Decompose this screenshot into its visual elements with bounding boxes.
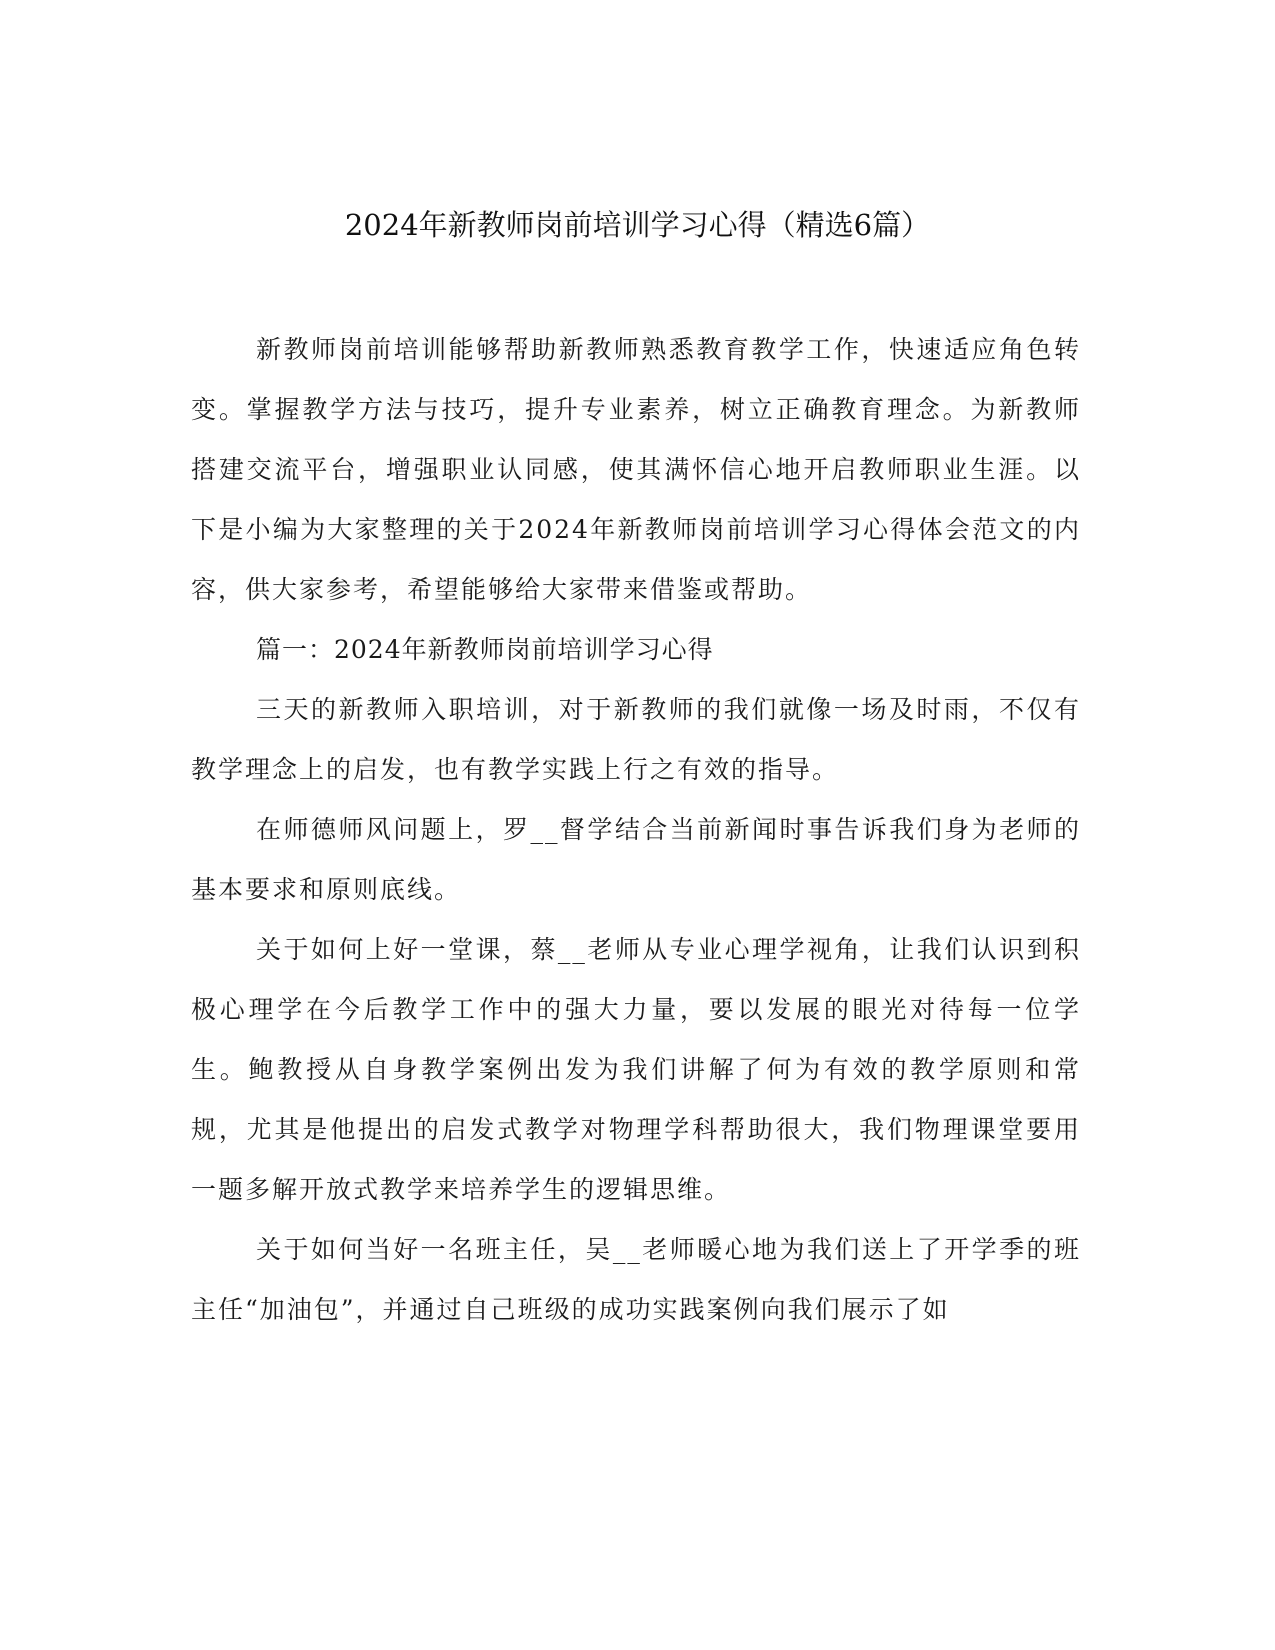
- body-paragraph: 关于如何当好一名班主任，吴__老师暖心地为我们送上了开学季的班主任“加油包”，并通过自己班级的成功实践案例向我们展示了如: [191, 1235, 1081, 1324]
- body-paragraph: 三天的新教师入职培训，对于新教师的我们就像一场及时雨，不仅有教学理念上的启发，也有教学实践上行之有效的指导。: [191, 695, 1081, 784]
- body-paragraph: 关于如何上好一堂课，蔡__老师从专业心理学视角，让我们认识到积极心理学在今后教学工作中的强大力量，要以发展的眼光对待每一位学生。鲍教授从自身教学案例出发为我们讲解了何为有效的教学原则和常规，尤其是他提出的启发式教学对物理学科帮助很大，我们物理课堂要用一题多解开放式教学来培养学生的逻辑思维。: [191, 935, 1081, 1204]
- section-heading: 篇一：2024年新教师岗前培训学习心得: [256, 635, 714, 664]
- intro-paragraph: 新教师岗前培训能够帮助新教师熟悉教育教学工作，快速适应角色转变。掌握教学方法与技巧，提升专业素养，树立正确教育理念。为新教师搭建交流平台，增强职业认同感，使其满怀信心地开启教师职业生涯。以下是小编为大家整理的关于2024年新教师岗前培训学习心得体会范文的内容，供大家参考，希望能够给大家带来借鉴或帮助。: [191, 335, 1081, 604]
- body-paragraph: 在师德师风问题上，罗__督学结合当前新闻时事告诉我们身为老师的基本要求和原则底线。: [191, 815, 1081, 904]
- document-body: [191, 320, 1081, 1340]
- document-title: 2024年新教师岗前培训学习心得（精选6篇）: [344, 208, 931, 242]
